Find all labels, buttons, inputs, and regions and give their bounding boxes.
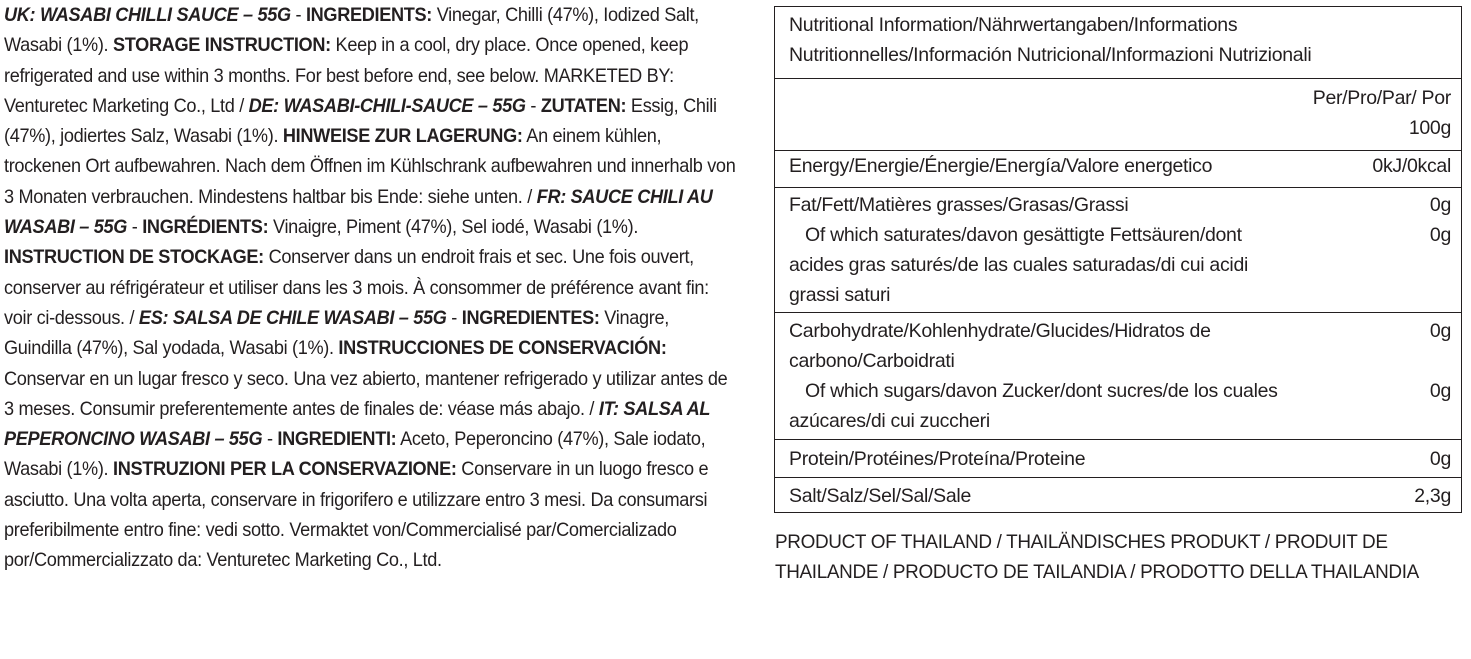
fr-storage-label: INSTRUCTION DE STOCKAGE: [4,246,264,269]
es-storage-label: INSTRUCCIONES DE CONSERVACIÓN: [338,337,667,360]
divider [775,312,1461,313]
carbohydrate-label: Carbohydrate/Kohlenhydrate/Glucides/Hidratos de carbono/Carboidrati [789,320,1211,372]
uk-ingredients-label: INGREDIENTS: [305,4,433,26]
saturates-label: Of which saturates/davon gesättigte Fettsäuren/dont acides gras saturés/de las cuales saturadas/di cui acidi grassi saturi [789,224,1249,306]
fr-ingredients: Vinaigre, Piment (47%), Sel iodé, Wasabi (1%). [273,216,639,239]
de-storage-label: HINWEISE ZUR LAGERUNG: [282,125,523,148]
sugars-value: 0g [1429,380,1451,402]
salt-label: Salt/Salz/Sel/Sal/Sale [789,485,972,507]
es-storage: Conservar en un lugar fresco y seco. Una vez abierto, mantener refrigerado y utilizar antes de 3 meses. Consumir preferentemente antes de finales de: véase más abajo. / [4,367,728,420]
fat-label: Fat/Fett/Matières grasses/Grasas/Grassi [789,194,1129,216]
nutrition-table [774,6,1462,513]
fr-title: FR: SAUCE CHILI AU WASABI – 55G [4,185,713,239]
energy-label: Energy/Energie/Énergie/Energía/Valore energetico [789,155,1213,177]
carbohydrate-value: 0g [1429,320,1451,342]
uk-ingredients: Vinegar, Chilli (47%), Iodized Salt, Wasabi (1%). [4,4,699,57]
ingredients-text: UK: WASABI CHILLI SAUCE – 55G - INGREDIENTS: Vinegar, Chilli (47%), Iodized Salt, Wasabi (1%). STORAGE INSTRUCTION: Keep in a cool, dry place. Once opened, keep refrigerated and use within 3 months. For best before end, see below. MARKETED BY: Venturetec Marketing Co., Ltd / DE: WASABI-CHILI-SAUCE – 55G - ZUTATEN: Essig, Chili (47%), jodiertes Salz, Wasabi (1%). HINWEISE ZUR LAGERUNG: An einem kühlen, trockenen Ort aufbewahren. Nach dem Öffnen im Kühlschrank aufbewahren und innerhalb von 3 Monaten verbrauchen. Mindestens haltbar bis Ende: siehe unten. / FR: SAUCE CHILI AU WASABI – 55G - INGRÉDIENTS: Vinaigre, Piment (47%), Sel iodé, Wasabi (1%). INSTRUCTION DE STOCKAGE: Conserver dans un endroit frais et sec. Une fois ouvert, conserver au réfrigérateur et utiliser dans les 3 mois. À consommer de préférence avant fin: voir ci-dessous. / ES: SALSA DE CHILE WASABI – 55G - INGREDIENTES: Vinagre, Guindilla (47%), Sal yodada, Wasabi (1%). INSTRUCCIONES DE CONSERVACIÓN: Conservar en un lugar fresco y seco. Una vez abierto, mantener refrigerado y utilizar antes de 3 meses. Consumir preferentemente antes de finales de: véase más abajo. / IT: SALSA AL PEPERONCINO WASABI – 55G - INGREDIENTI: Aceto, Peperoncino (47%), Sale iodato, Wasabi (1%). INSTRUZIONI PER LA CONSERVAZIONE: Conservare in un luogo fresco e asciutto. Una volta aperta, conservare in frigorifero e utilizzare entro 3 mesi. Da consumarsi preferibilmente entro fine: vedi sotto. Vermaktet von/Commercialisé par/Comercializado por/Commercializzato da: Venturetec Marketing Co., Ltd. [4,4,736,572]
saturates-value: 0g [1429,224,1451,246]
de-title: DE: WASABI-CHILI-SAUCE – 55G [248,94,526,117]
energy-value: 0kJ/0kcal [1372,155,1451,177]
de-ingredients: Essig, Chili (47%), jodiertes Salz, Wasabi (1%). [4,94,717,148]
it-title: IT: SALSA AL PEPERONCINO WASABI – 55G [4,397,710,451]
divider [775,187,1461,188]
divider [775,78,1461,79]
it-ingredients-label: INGREDIENTI: [277,428,397,451]
nutrition-header: Nutritional Information/Nährwertangaben/Informations Nutritionnelles/Información Nutricional/Informazioni Nutrizionali [789,14,1312,66]
salt-value: 2,3g [1414,485,1451,507]
per-100g-header: Per/Pro/Par/ Por 100g [1312,87,1451,139]
country-of-origin: PRODUCT OF THAILAND / THAILÄNDISCHES PRODUKT / PRODUIT DE THAILANDE / PRODUCTO DE TAILANDIA / PRODOTTO DELLA THAILANDIA [775,531,1419,583]
divider [775,477,1461,478]
sugars-label: Of which sugars/davon Zucker/dont sucres/de los cuales azúcares/di cui zuccheri [789,380,1278,432]
de-storage: An einem kühlen, trockenen Ort aufbewahren. Nach dem Öffnen im Kühlschrank aufbewahren und innerhalb von 3 Monaten verbrauchen. Mindestens haltbar bis Ende: siehe unten. / [4,125,736,208]
fr-ingredients-label: INGRÉDIENTS: [142,216,269,239]
it-storage-label: INSTRUZIONI PER LA CONSERVAZIONE: [112,458,457,481]
it-storage: Conservare in un luogo fresco e asciutto. Una volta aperta, conservare in frigorifero e utilizzare entro 3 mesi. Da consumarsi preferibilmente entro fine: vedi sotto. Vermaktet von/Commercialisé par/Comercializado por/Commercializzato da: Venturetec Marketing Co., Ltd. [4,458,709,572]
it-ingredients: Aceto, Peperoncino (47%), Sale iodato, Wasabi (1%). [4,428,706,481]
protein-label: Protein/Protéines/Proteína/Proteine [789,448,1086,470]
protein-value: 0g [1429,448,1451,470]
fat-value: 0g [1429,194,1451,216]
fr-storage: Conserver dans un endroit frais et sec. Une fois ouvert, conserver au réfrigérateur et utiliser dans les 3 mois. À consommer de préférence avant fin: voir ci-dessous. / [4,246,709,329]
es-ingredients: Vinagre, Guindilla (47%), Sal yodada, Wasabi (1%). [4,306,669,360]
es-title: ES: SALSA DE CHILE WASABI – 55G [138,306,447,329]
uk-storage-label: STORAGE INSTRUCTION: [112,34,331,57]
es-ingredients-label: INGREDIENTES: [461,306,600,329]
de-ingredients-label: ZUTATEN: [540,94,627,117]
divider [775,439,1461,440]
uk-storage: Keep in a cool, dry place. Once opened, keep refrigerated and use within 3 months. For best before end, see below. MARKETED BY: Venturetec Marketing Co., Ltd / [4,34,689,117]
uk-title: UK: WASABI CHILLI SAUCE – 55G [4,4,291,26]
